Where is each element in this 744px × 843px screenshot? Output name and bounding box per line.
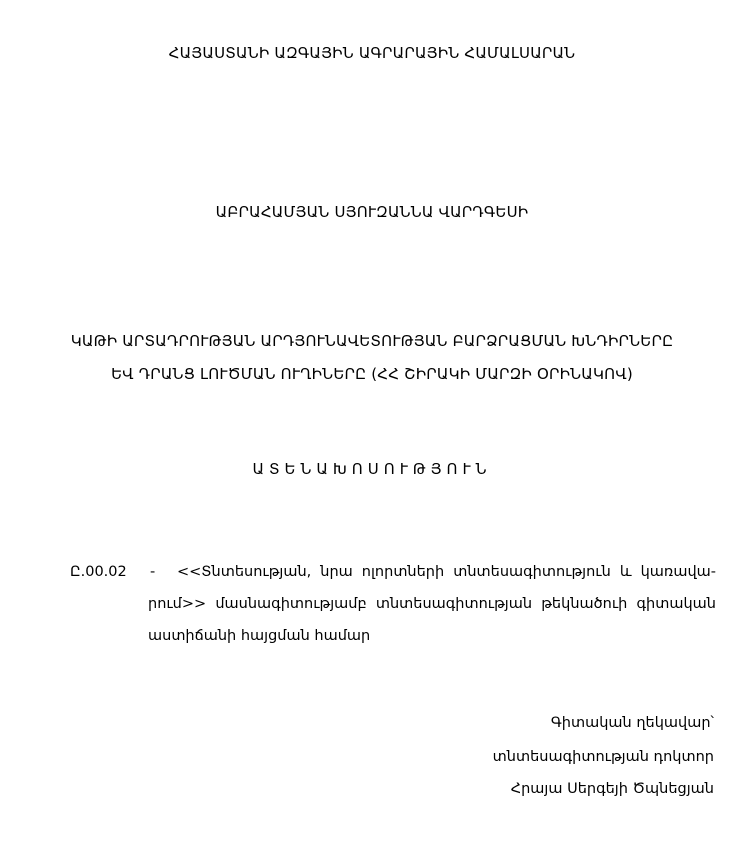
thesis-title-line-2: ԵՎ ԴՐԱՆՑ ԼՈՒԾՄԱՆ ՈՒՂԻՆԵՐԸ (ՀՀ ՇԻՐԱԿԻ ՄԱՐԶԻ ՕՐԻՆԱԿՈՎ)	[111, 365, 633, 383]
specialty-code: Ը.00.02	[70, 564, 127, 580]
advisor-degree: տնտեսագիտության դոկտոր	[492, 749, 714, 765]
author-name: ԱԲՐԱՀԱՄՅԱՆ ՍՅՈՒԶԱՆՆԱ ՎԱՐԴԳԵՍԻ	[215, 203, 529, 221]
specialty-dash: -	[150, 564, 156, 580]
specialty-line-1: <<Տնտեսության, նրա ոլորտների տնտեսագիտություն և կառավա-	[177, 564, 716, 580]
dissertation-label: ԱՏԵՆԱԽՈՍՈՒԹՅՈՒՆ	[252, 460, 492, 478]
specialty-line-2: րում>> մասնագիտությամբ տնտեսագիտության թեկնածուի գիտական	[148, 596, 716, 612]
specialty-line-3: աստիճանի հայցման համար	[148, 628, 371, 644]
specialty-text	[148, 556, 716, 652]
thesis-title-line-1: ԿԱԹԻ ԱՐՏԱԴՐՈՒԹՅԱՆ ԱՐԴՅՈՒՆԱՎԵՏՈՒԹՅԱՆ ԲԱՐՁՐԱՑՄԱՆ ԽՆԴԻՐՆԵՐԸ	[70, 332, 674, 350]
advisor-name: Հրայա Սերգեյի Ծպնեցյան	[510, 781, 714, 797]
university-name: ՀԱՅԱՍՏԱՆԻ ԱԶԳԱՅԻՆ ԱԳՐԱՐԱՅԻՆ ՀԱՄԱԼՍԱՐԱՆ	[168, 44, 576, 62]
specialty-block	[70, 556, 716, 652]
advisor-role: Գիտական ղեկավար՝	[550, 715, 714, 731]
